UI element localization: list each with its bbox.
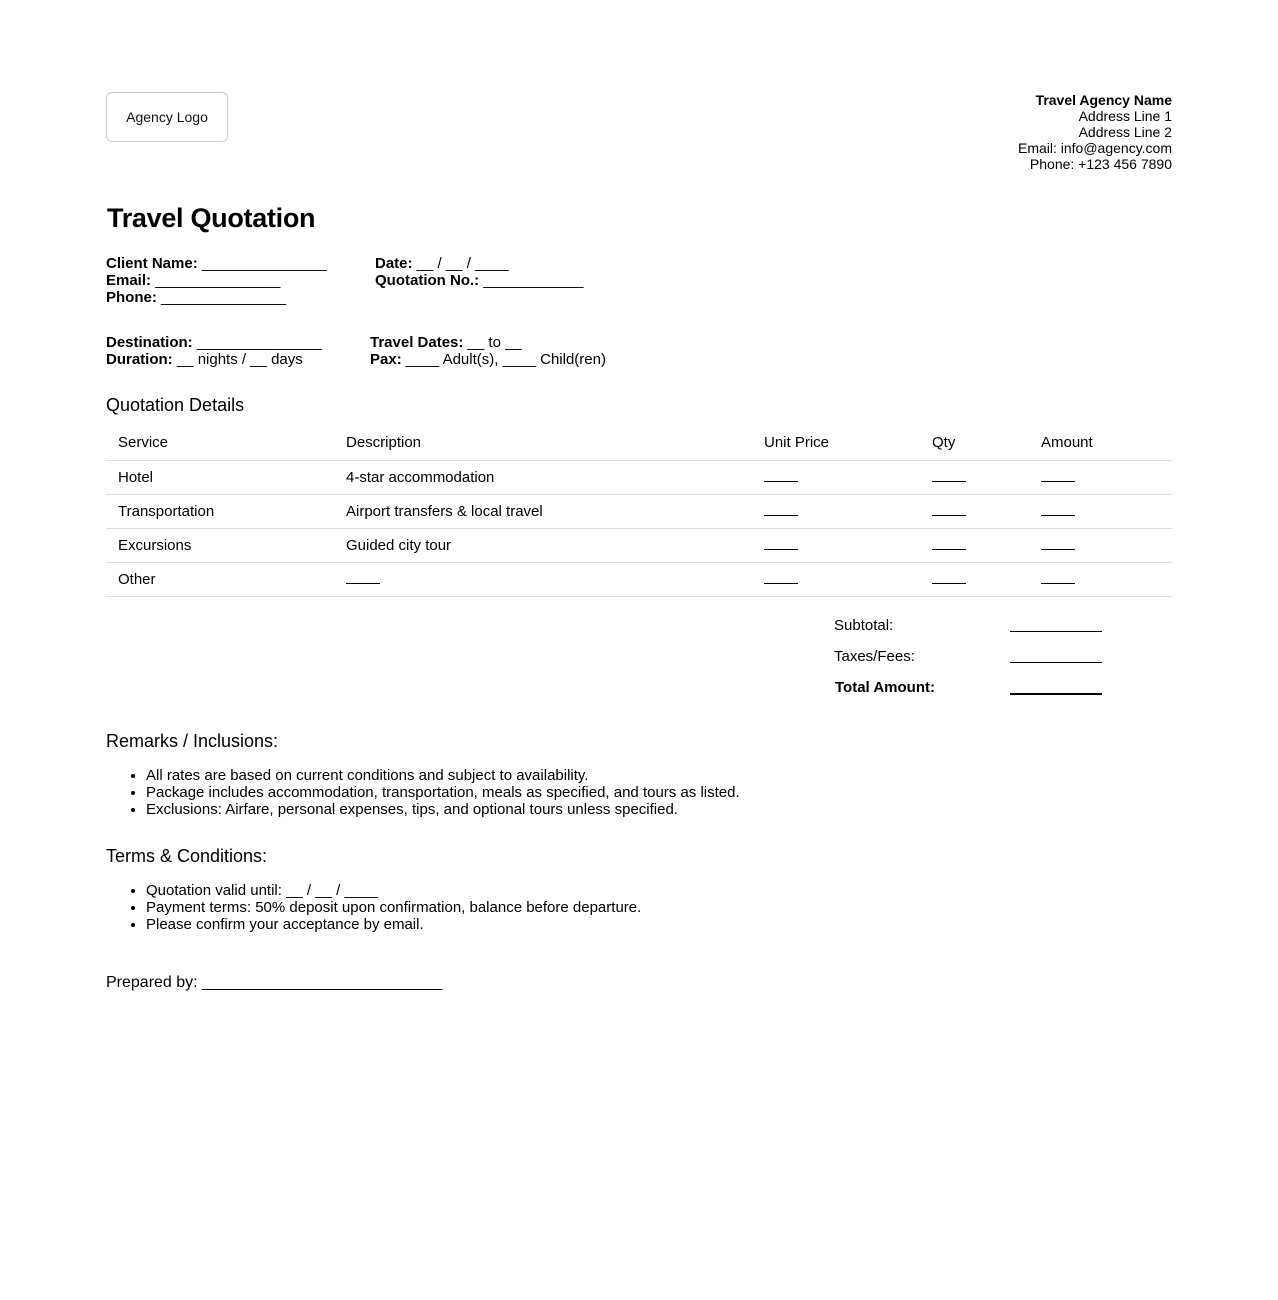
list-item: • Exclusions: Airfare, personal expenses, tips, and optional tours unless specified. [146, 801, 740, 818]
subtotal-blank [1010, 631, 1102, 632]
client-name-label: Client Name: [106, 255, 198, 272]
terms-heading: Terms & Conditions: [106, 846, 268, 866]
amount-cell [1029, 460, 1172, 494]
table-row [106, 528, 1172, 562]
amount-cell [1029, 494, 1172, 528]
list-item: • Package includes accommodation, transportation, meals as specified, and tours as listed. [146, 784, 740, 801]
travel-dates-value: __ to __ [463, 334, 522, 351]
amount-blank [1041, 538, 1075, 550]
description-blank [346, 572, 380, 584]
subtotal-row [834, 615, 1104, 646]
unit-price-cell [752, 460, 920, 494]
agency-logo-label: Agency Logo [126, 109, 208, 125]
email-label: Email: [106, 272, 152, 289]
amount-blank [1041, 572, 1075, 584]
destination-field [106, 334, 322, 351]
description-cell [334, 562, 752, 596]
total-amount-row [834, 677, 1104, 708]
pax-label: Pax: [370, 351, 402, 368]
duration-value: __ nights / __ days [172, 351, 303, 368]
taxes-fees-label: Taxes/Fees: [834, 648, 915, 665]
remarks-heading: Remarks / Inclusions: [106, 731, 279, 751]
client-name-field [106, 255, 327, 272]
total-amount-label: Total Amount: [835, 679, 935, 696]
terms-list [146, 882, 641, 933]
table-row [106, 562, 1172, 596]
amount-cell [1029, 528, 1172, 562]
table-row [106, 494, 1172, 528]
list-item: • All rates are based on current conditions and subject to availability. [146, 767, 740, 784]
page-title: Travel Quotation [107, 203, 316, 233]
travel-dates-field [370, 334, 606, 351]
column-header-amount: Amount [1029, 425, 1172, 460]
agency-address-line-1: Address Line 1 [1078, 108, 1172, 124]
trip-fields-right [370, 334, 606, 368]
qty-cell [920, 562, 1029, 596]
qty-cell [920, 528, 1029, 562]
phone-value: _______________ [156, 289, 287, 306]
amount-blank [1041, 470, 1075, 482]
description-cell: 4-star accommodation [334, 460, 752, 494]
quotation-details-table [106, 425, 1172, 597]
date-value: __ / __ / ____ [412, 255, 509, 272]
amount-cell [1029, 562, 1172, 596]
column-header-description: Description [334, 425, 752, 460]
qty-cell [920, 460, 1029, 494]
unit-price-cell [752, 562, 920, 596]
unit-price-blank [764, 470, 798, 482]
client-name-value: _______________ [197, 255, 327, 272]
description-cell: Airport transfers & local travel [334, 494, 752, 528]
description-cell: Guided city tour [334, 528, 752, 562]
trip-fields-left [106, 334, 322, 368]
list-item: • Payment terms: 50% deposit upon confirmation, balance before departure. [146, 899, 641, 916]
totals-section [834, 615, 1104, 708]
qty-blank [932, 504, 966, 516]
pax-value: ____ Adult(s), ____ Child(ren) [401, 351, 606, 368]
duration-field [106, 351, 322, 368]
email-value: _______________ [151, 272, 281, 289]
service-cell: Excursions [106, 528, 334, 562]
table-row [106, 460, 1172, 494]
qty-blank [932, 538, 966, 550]
unit-price-blank [764, 572, 798, 584]
travel-dates-label: Travel Dates: [370, 334, 464, 351]
agency-address-line-2: Address Line 2 [1078, 124, 1172, 140]
column-header-service: Service [106, 425, 334, 460]
quotation-no-value: ____________ [479, 272, 584, 289]
client-fields-right [375, 255, 583, 289]
destination-label: Destination: [106, 334, 193, 351]
list-item: • Please confirm your acceptance by email. [146, 916, 641, 933]
pax-field [370, 351, 606, 368]
unit-price-blank [764, 538, 798, 550]
subtotal-label: Subtotal: [834, 617, 894, 634]
service-cell: Transportation [106, 494, 334, 528]
unit-price-cell [752, 494, 920, 528]
quotation-no-label: Quotation No.: [375, 272, 480, 289]
amount-blank [1041, 504, 1075, 516]
agency-name: Travel Agency Name [1035, 92, 1172, 108]
agency-contact-info [1018, 92, 1172, 172]
total-amount-blank [1010, 693, 1102, 695]
destination-value: _______________ [192, 334, 322, 351]
client-fields-left [106, 255, 327, 306]
column-header-unit-price: Unit Price [752, 425, 920, 460]
qty-blank [932, 470, 966, 482]
agency-email: Email: info@agency.com [1017, 140, 1172, 156]
agency-phone: Phone: +123 456 7890 [1029, 156, 1172, 172]
unit-price-blank [764, 504, 798, 516]
quotation-no-field [375, 272, 583, 289]
date-label: Date: [375, 255, 413, 272]
agency-logo-placeholder [106, 92, 228, 142]
service-cell: Other [106, 562, 334, 596]
service-cell: Hotel [106, 460, 334, 494]
qty-cell [920, 494, 1029, 528]
column-header-qty: Qty [920, 425, 1029, 460]
duration-label: Duration: [106, 351, 173, 368]
phone-field [106, 289, 327, 306]
quotation-details-heading: Quotation Details [106, 395, 245, 415]
prepared-by-field: Prepared by: ___________________________ [106, 974, 443, 991]
list-item: • Quotation valid until: __ / __ / ____ [146, 882, 641, 899]
taxes-fees-row [834, 646, 1104, 677]
date-field [375, 255, 583, 272]
table-header-row [106, 425, 1172, 460]
email-field [106, 272, 327, 289]
qty-blank [932, 572, 966, 584]
unit-price-cell [752, 528, 920, 562]
remarks-list [146, 767, 740, 818]
taxes-fees-blank [1010, 662, 1102, 663]
phone-label: Phone: [106, 289, 157, 306]
